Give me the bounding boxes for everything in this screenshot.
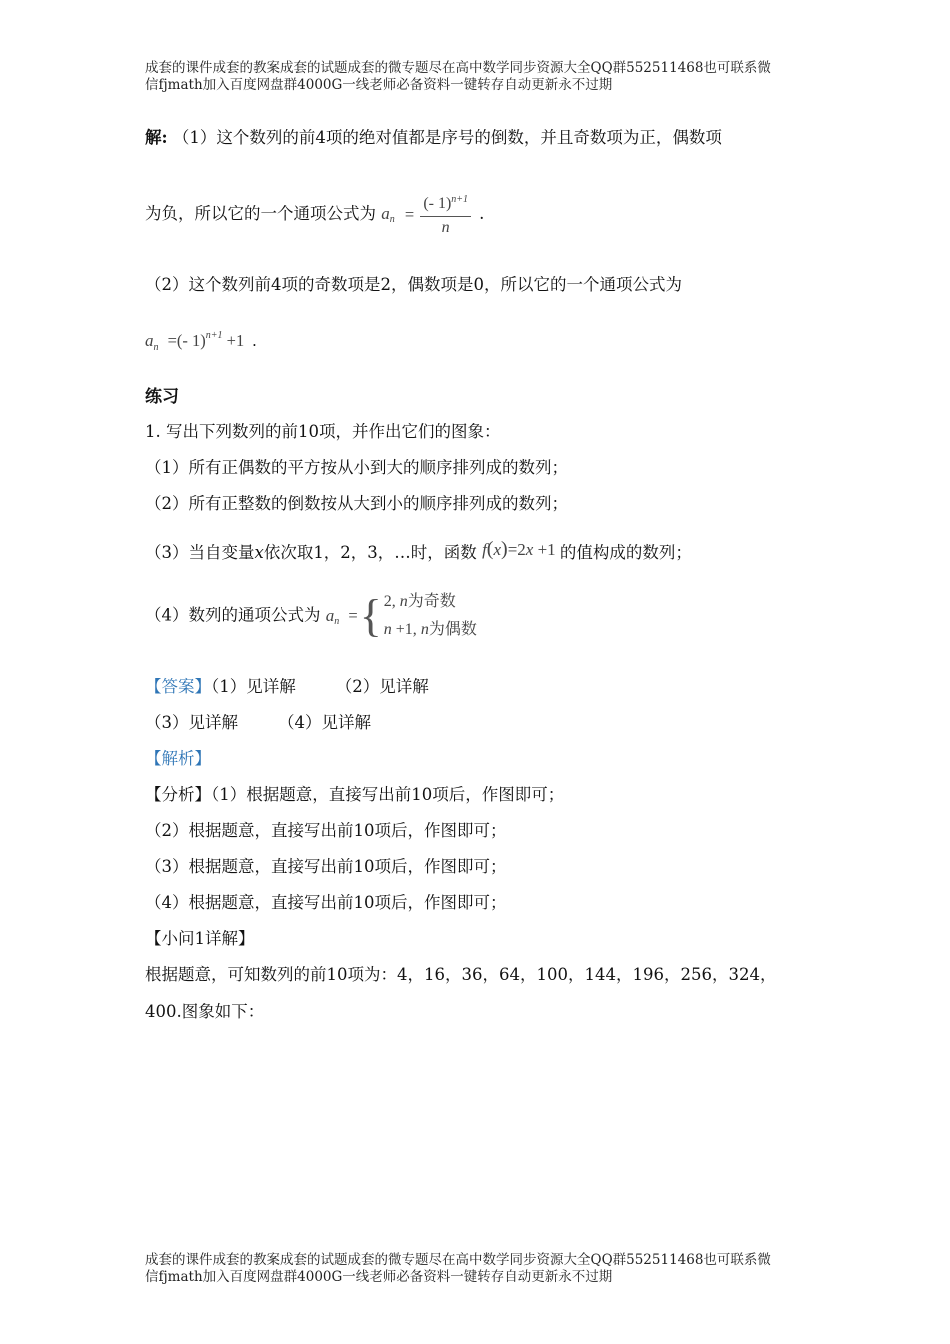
answer-label: 【答案】 bbox=[145, 677, 211, 696]
analysis-fenxi-2: （2）根据题意，直接写出前10项后，作图即可； bbox=[145, 821, 507, 840]
analysis-fenxi-3: （3）根据题意，直接写出前10项后，作图即可； bbox=[145, 857, 507, 876]
answer-line-1: 【答案】（1）见详解 （2）见详解 bbox=[145, 677, 429, 696]
practice-title: 练习 bbox=[145, 387, 179, 407]
formula-an-fraction: $a_n$ = $\frac{(- 1)^{n+1}}{n}$ bbox=[381, 203, 477, 222]
question-1-item-2: （2）所有正整数的倒数按从大到小的顺序排列成的数列； bbox=[145, 494, 568, 513]
solution-part2-line1: （2）这个数列前4项的奇数项是2，偶数项是0，所以它的一个通项公式为 bbox=[145, 275, 682, 294]
subquestion-1-line-2: 400.图象如下： bbox=[145, 1002, 265, 1021]
formula-piecewise: $a_n$ ={ 2, n为奇数 n +1, n为偶数 bbox=[325, 590, 477, 641]
question-1: 1. 写出下列数列的前10项，并作出它们的图象： bbox=[145, 422, 501, 441]
solution-label: 解: bbox=[145, 128, 168, 147]
subquestion-1-line-1: 根据题意，可知数列的前10项为：4，16，36，64，100，144，196，256，324， bbox=[145, 965, 777, 984]
question-1-item-4: （4）数列的通项公式为 $a_n$ ={ 2, n为奇数 n +1, n为偶数 bbox=[145, 590, 477, 641]
formula-an-power: $a_n$ =(- 1)$^{n+1}$ +1 . bbox=[145, 330, 257, 353]
solution-part1-line2: 为负，所以它的一个通项公式为 $a_n$ = $\frac{(- 1)^{n+1}}{n}$ . bbox=[145, 190, 484, 239]
header-line-1: 成套的课件成套的教案成套的试题成套的微专题尽在高中数学同步资源大全QQ群552511468也可联系微 bbox=[145, 60, 771, 76]
solution-part1-line1 bbox=[145, 127, 722, 149]
subquestion-1-label: 【小问1详解】 bbox=[145, 929, 255, 948]
solution-part1-line2-text: 为负，所以它的一个通项公式为 bbox=[145, 203, 376, 223]
question-1-item-1: （1）所有正偶数的平方按从小到大的顺序排列成的数列； bbox=[145, 458, 568, 477]
solution-part1-text: （1）这个数列的前4项的绝对值都是序号的倒数，并且奇数项为正，偶数项 bbox=[172, 128, 722, 147]
analysis-fenxi-1: 【分析】（1）根据题意，直接写出前10项后，作图即可； bbox=[145, 785, 565, 804]
answer-line-2: （3）见详解 （4）见详解 bbox=[145, 713, 371, 732]
header-line-2: 信fjmath加入百度网盘群4000G一线老师必备资料一键转存自动更新永不过期 bbox=[145, 77, 613, 93]
analysis-label: 【解析】 bbox=[145, 749, 211, 768]
fraction: $\frac{(- 1)^{n+1}}{n}$ bbox=[420, 190, 471, 239]
formula-fx: f(x)=2x +1 bbox=[482, 538, 556, 560]
footer-line-2: 信fjmath加入百度网盘群4000G一线老师必备资料一键转存自动更新永不过期 bbox=[145, 1269, 613, 1285]
question-1-item-3: （3）当自变量x依次取1，2，3，…时，函数 f(x)=2x +1 的值构成的数列； bbox=[145, 538, 692, 562]
analysis-fenxi-4: （4）根据题意，直接写出前10项后，作图即可； bbox=[145, 893, 507, 912]
footer-line-1: 成套的课件成套的教案成套的试题成套的微专题尽在高中数学同步资源大全QQ群552511468也可联系微 bbox=[145, 1252, 771, 1268]
fenxi-label: 【分析】 bbox=[145, 785, 211, 804]
